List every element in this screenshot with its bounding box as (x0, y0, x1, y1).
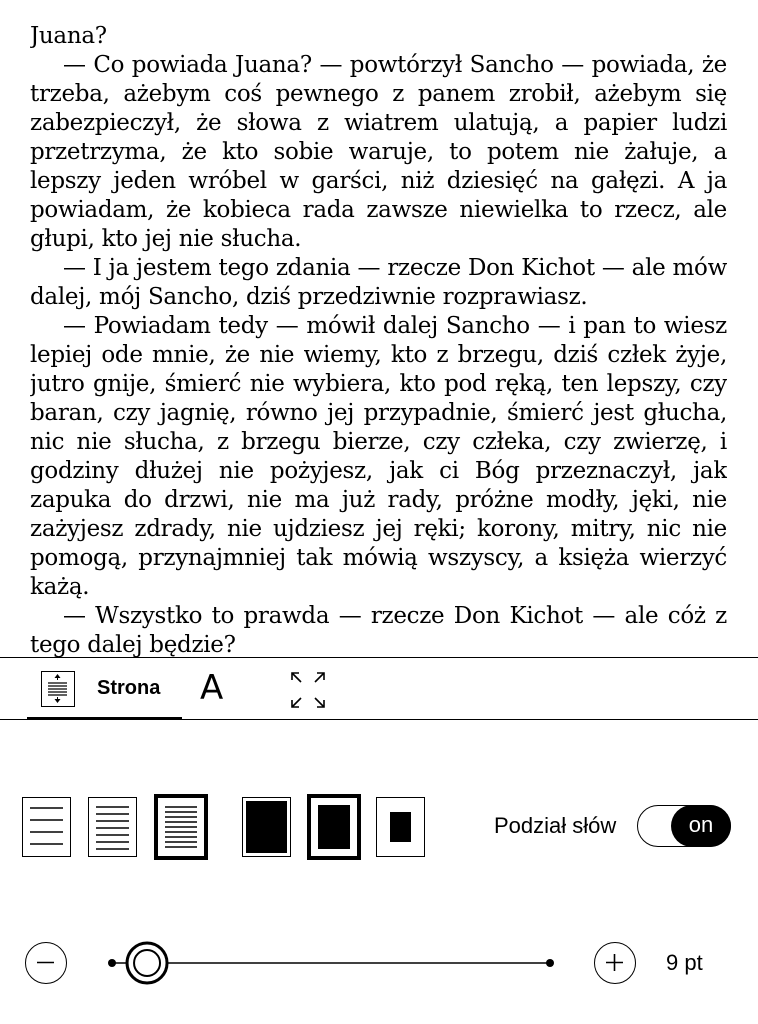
minus-icon (26, 943, 65, 982)
slider-handle (127, 943, 167, 983)
paragraph: — Wszystko to prawda — rzecze Don Kichot — ale cóż z tego dalej będzie? (30, 603, 727, 657)
tab-page-label: Strona (97, 677, 161, 699)
hyphenation-toggle[interactable] (637, 805, 731, 847)
tab-fullscreen[interactable] (286, 658, 330, 720)
paragraph: — Powiadam tedy — mówił dalej Sancho — i pan to wiesz lepiej ode mnie, że nie wiemy, kto z brzegu, dziś człek żyje, jutro gnije, śmierć nie wybiera, kto pod ręką, ten lepszy, czy baran, czy jagnię, równo jej przypadnie, śmierć jest głucha, nic nie słucha, z brzegu bierze, czy człeka, czy zwierzę, i godziny dłużej nie pożyjesz, jak ci Bóg przeznaczył, jak zapuka do drzwi, nie ma już rady, próżne modły, jęki, nie zażyjesz zdrady, nie ujdziesz jej ręki; korony, mitry, nic nie pomogą, przynajmniej tak mówią wszyscy, a księża wierzyć każą. (30, 313, 727, 600)
margin-small[interactable] (242, 797, 291, 857)
tab-font[interactable] (196, 658, 236, 720)
paragraph: — Co powiada Juana? — powtórzył Sancho — powiada, że trzeba, ażebym coś pewnego z panem zrobił, ażebym się zabezpieczył, że słowa z wiatrem ulatują, a papier ludzi przetrzyma, że kto sobie waruje, to potem nie żałuje, a lepszy jeden wróbel w garści, niż dziesięć na gałęzi. A ja powiadam, że kobieca rada zawsze niewielka to rzecz, ale głupi, kto jej nie słucha. (30, 52, 727, 252)
margin-fill (246, 801, 287, 853)
font-icon: A (200, 668, 224, 708)
increase-size-button[interactable] (594, 942, 636, 984)
fullscreen-icon (286, 658, 330, 720)
margin-fill (318, 805, 350, 849)
margin-fill (390, 812, 411, 842)
slider-start-dot (108, 959, 116, 967)
line-spacing-wide[interactable] (22, 797, 71, 857)
tab-page[interactable] (27, 658, 182, 720)
paragraph: — I ja jestem tego zdania — rzecze Don Kichot — ale mów dalej, mój Sancho, dziś przedziwnie rozprawiasz. (30, 255, 727, 310)
plus-icon (595, 943, 634, 982)
book-text[interactable] (30, 22, 727, 657)
line-spacing-narrow[interactable] (154, 794, 208, 860)
font-size-slider[interactable] (100, 938, 560, 988)
margin-medium[interactable] (307, 794, 361, 860)
paragraph: Juana? (30, 23, 107, 49)
slider-end-dot (546, 959, 554, 967)
margin-large[interactable] (376, 797, 425, 857)
settings-tab-bar (0, 657, 758, 720)
decrease-size-button[interactable] (25, 942, 67, 984)
font-size-value: 9 pt (666, 950, 703, 975)
page-layout-icon (41, 671, 75, 707)
line-spacing-medium[interactable] (88, 797, 137, 857)
toggle-knob: on (671, 805, 731, 847)
hyphenation-label: Podział słów (494, 813, 617, 838)
